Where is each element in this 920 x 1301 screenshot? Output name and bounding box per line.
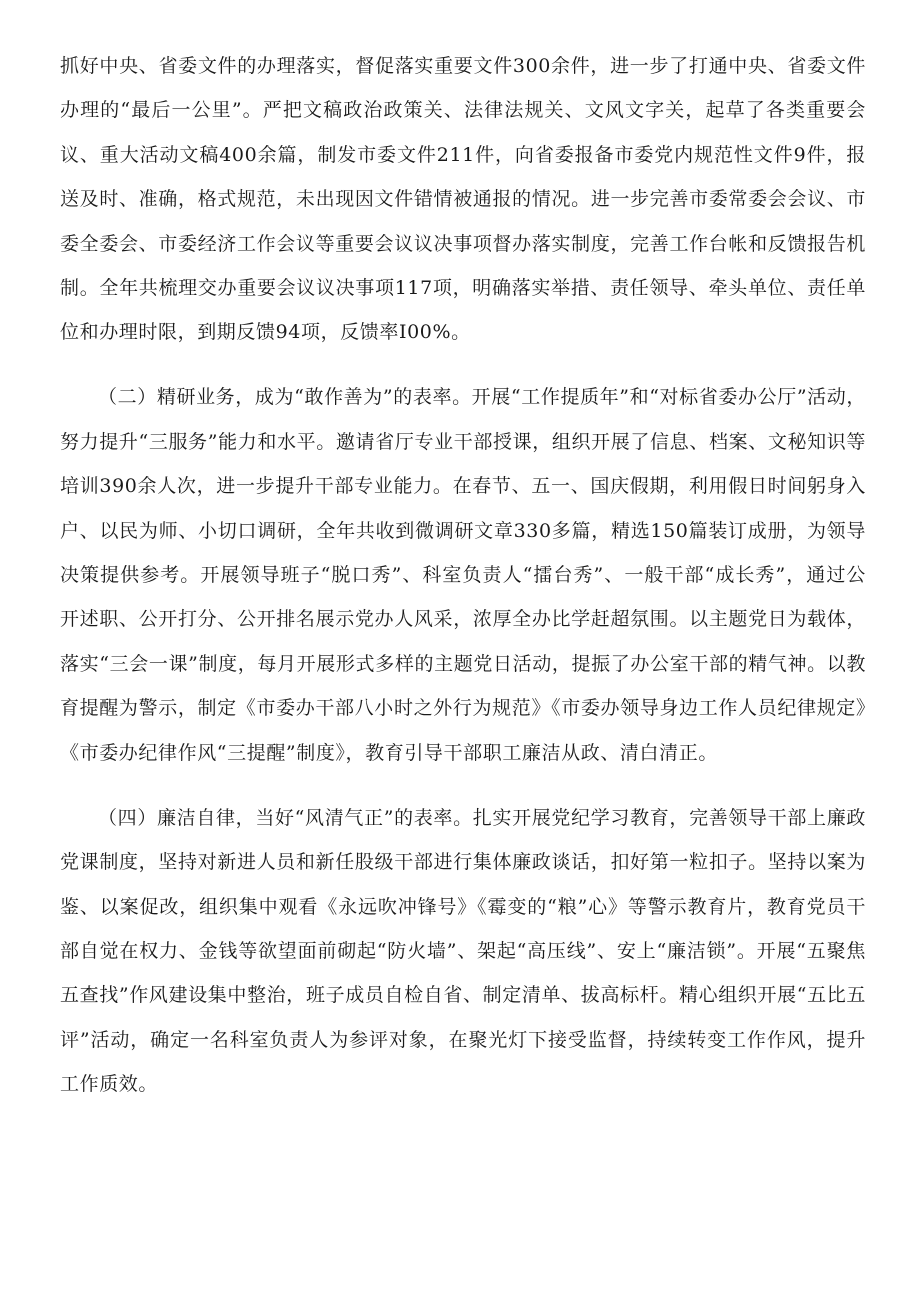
paragraph-integrity-discipline: （四）廉洁自律，当好“风清气正”的表率。扎实开展党纪学习教育，完善领导干部上廉政党课制度，坚持对新进人员和新任股级干部进行集体廉政谈话，扣好第一粒扣子。坚持以案为鉴、以案促改，组织集中观看《永远吹冲锋号》《霉变的“粮”心》等警示教育片，教育党员干部自觉在权力、金钱等欲望面前砌起“防火墙”、架起“高压线”、安上“廉洁锁”。开展“五聚焦五查找”作风建设集中整治，班子成员自检自省、制定清单、拔高标杆。精心组织开展“五比五评”活动，确定一名科室负责人为参评对象，在聚光灯下接受监督，持续转变工作作风，提升工作质效。 <box>60 806 866 1096</box>
paragraph-document-handling: 抓好中央、省委文件的办理落实，督促落实重要文件300余件，进一步了打通中央、省委文件办理的“最后一公里”。严把文稿政治政策关、法律法规关、文风文字关，起草了各类重要会议、重大活动文稿400余篇，制发市委文件211件，向省委报备市委党内规范性文件9件，报送及时、准确，格式规范，未出现因文件错情被通报的情况。进一步完善市委常委会会议、市委全委会、市委经济工作会议等重要会议议决事项督办落实制度，完善工作台帐和反馈报告机制。全年共梳理交办重要会议议决事项117项，明确落实举措、责任领导、牵头单位、责任单位和办理时限，到期反馈94项，反馈率I00%。 <box>60 55 866 344</box>
paragraph-business-excellence: （二）精研业务，成为“敢作善为”的表率。开展“工作提质年”和“对标省委办公厅”活动，努力提升“三服务”能力和水平。邀请省厅专业干部授课，组织开展了信息、档案、文秘知识等培训390余人次，进一步提升干部专业能力。在春节、五一、国庆假期，利用假日时间躬身入户、以民为师、小切口调研，全年共收到微调研文章330多篇，精选150篇装订成册，为领导决策提供参考。开展领导班子“脱口秀”、科室负责人“擂台秀”、一般干部“成长秀”，通过公开述职、公开打分、公开排名展示党办人风采，浓厚全办比学赶超氛围。以主题党日为载体，落实“三会一课”制度，每月开展形式多样的主题党日活动，提振了办公室干部的精气神。以教育提醒为警示，制定《市委办干部八小时之外行为规范》《市委办领导身边工作人员纪律规定》《市委办纪律作风“三提醒”制度》，教育引导干部职工廉洁从政、清白清正。 <box>60 386 866 764</box>
document-page <box>60 44 866 1127</box>
